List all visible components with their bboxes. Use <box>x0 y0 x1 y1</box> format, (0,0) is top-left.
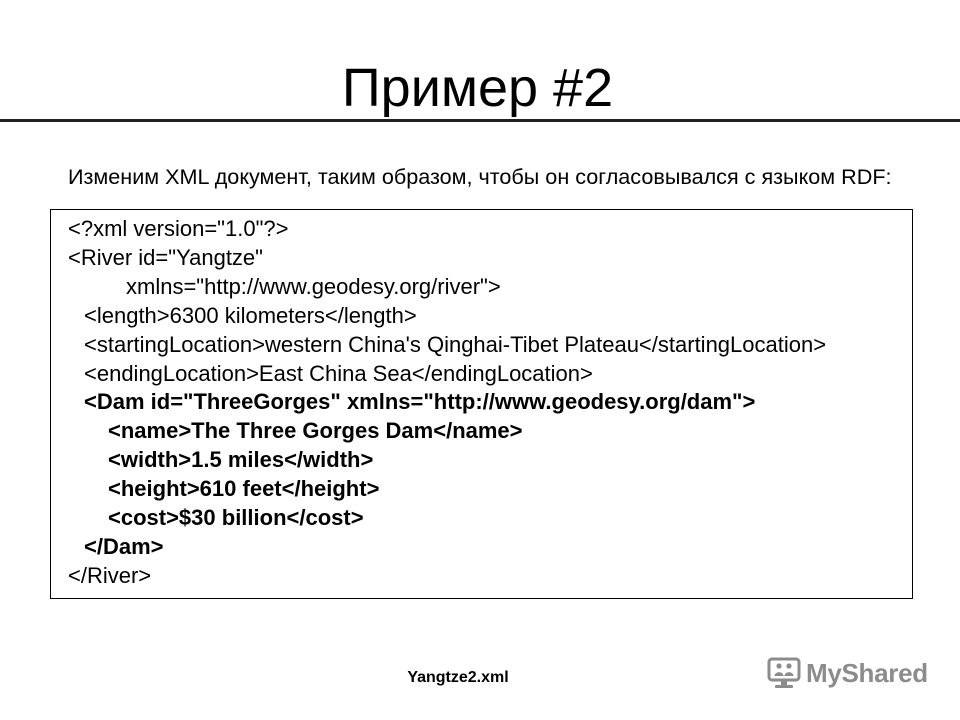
code-line-dam-height: <height>610 feet</height> <box>108 476 380 502</box>
code-line-river-open: <River id="Yangtze" <box>68 244 263 270</box>
code-line-river-close: </River> <box>68 562 152 588</box>
title-divider <box>0 119 960 122</box>
xml-code-box <box>50 209 913 599</box>
code-line-ending-location: <endingLocation>East China Sea</endingLocation> <box>84 360 593 386</box>
code-line-dam-width: <width>1.5 miles</width> <box>108 447 374 473</box>
code-line-dam-open: <Dam id="ThreeGorges" xmlns="http://www.geodesy.org/dam"> <box>84 389 756 415</box>
myshared-watermark <box>766 653 928 693</box>
code-line-river-xmlns: xmlns="http://www.geodesy.org/river"> <box>126 273 501 299</box>
slide-subtitle: Изменим XML документ, таким образом, чтобы он согласовывался с языком RDF: <box>68 164 892 189</box>
code-line-starting-location: <startingLocation>western China's Qinghai-Tibet Plateau</startingLocation> <box>84 331 827 357</box>
myshared-logo-icon <box>766 655 802 691</box>
slide-title: Пример #2 <box>341 58 614 118</box>
code-line-dam-close: </Dam> <box>84 533 164 559</box>
code-line-xml-declaration: <?xml version="1.0"?> <box>68 216 289 241</box>
watermark-text: MyShared <box>806 658 928 688</box>
code-line-length: <length>6300 kilometers</length> <box>84 302 417 328</box>
file-name-caption: Yangtze2.xml <box>407 669 509 686</box>
code-line-dam-cost: <cost>$30 billion</cost> <box>108 505 364 531</box>
code-line-dam-name: <name>The Three Gorges Dam</name> <box>108 418 523 444</box>
